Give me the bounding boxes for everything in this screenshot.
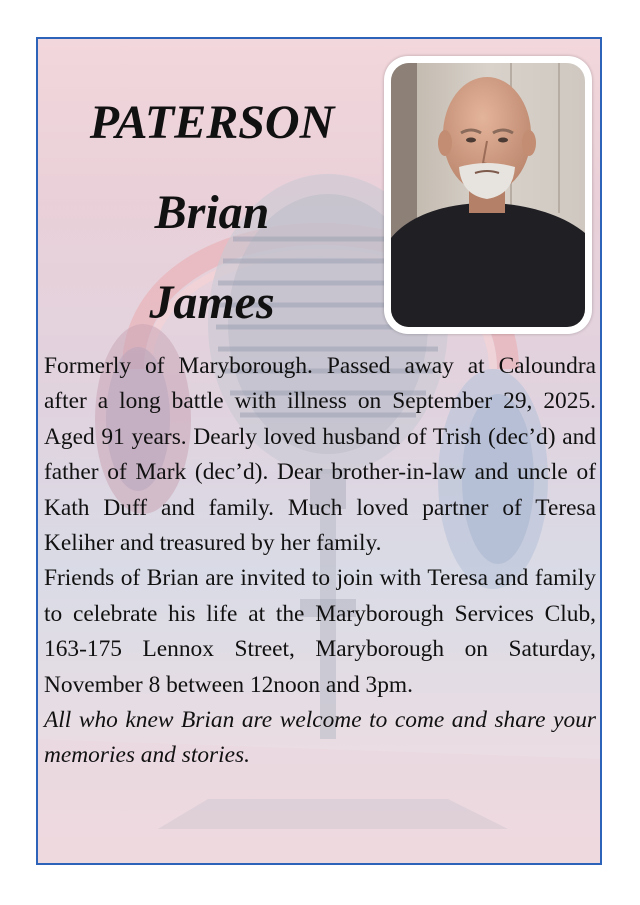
portrait-image [391,63,585,327]
middle-name-heading: James [149,276,275,329]
death-notice-paragraph: Formerly of Maryborough. Passed away at Caloundra after a long battle with illness on September 29, 2025. Aged 91 years. Dearly loved husband of Trish (dec’d) and father of Mark (dec’d). Dear brother-in-law and uncle of Kath Duff and family. Much loved partner of Teresa Keliher and treasured by her family. [44,353,596,557]
surname-heading: PATERSON [89,96,335,149]
portrait-photo [384,56,592,334]
closing-paragraph: All who knew Brian are welcome to come and share your memories and stories. [44,707,596,769]
notice-frame [36,37,602,865]
notice-body [44,349,596,774]
funeral-details-paragraph: Friends of Brian are invited to join with Teresa and family to celebrate his life at the Maryborough Services Club, 163-175 Lennox Street, Maryborough on Saturday, November 8 between 12noon and 3pm. [44,565,596,698]
first-name-heading: Brian [154,186,270,239]
